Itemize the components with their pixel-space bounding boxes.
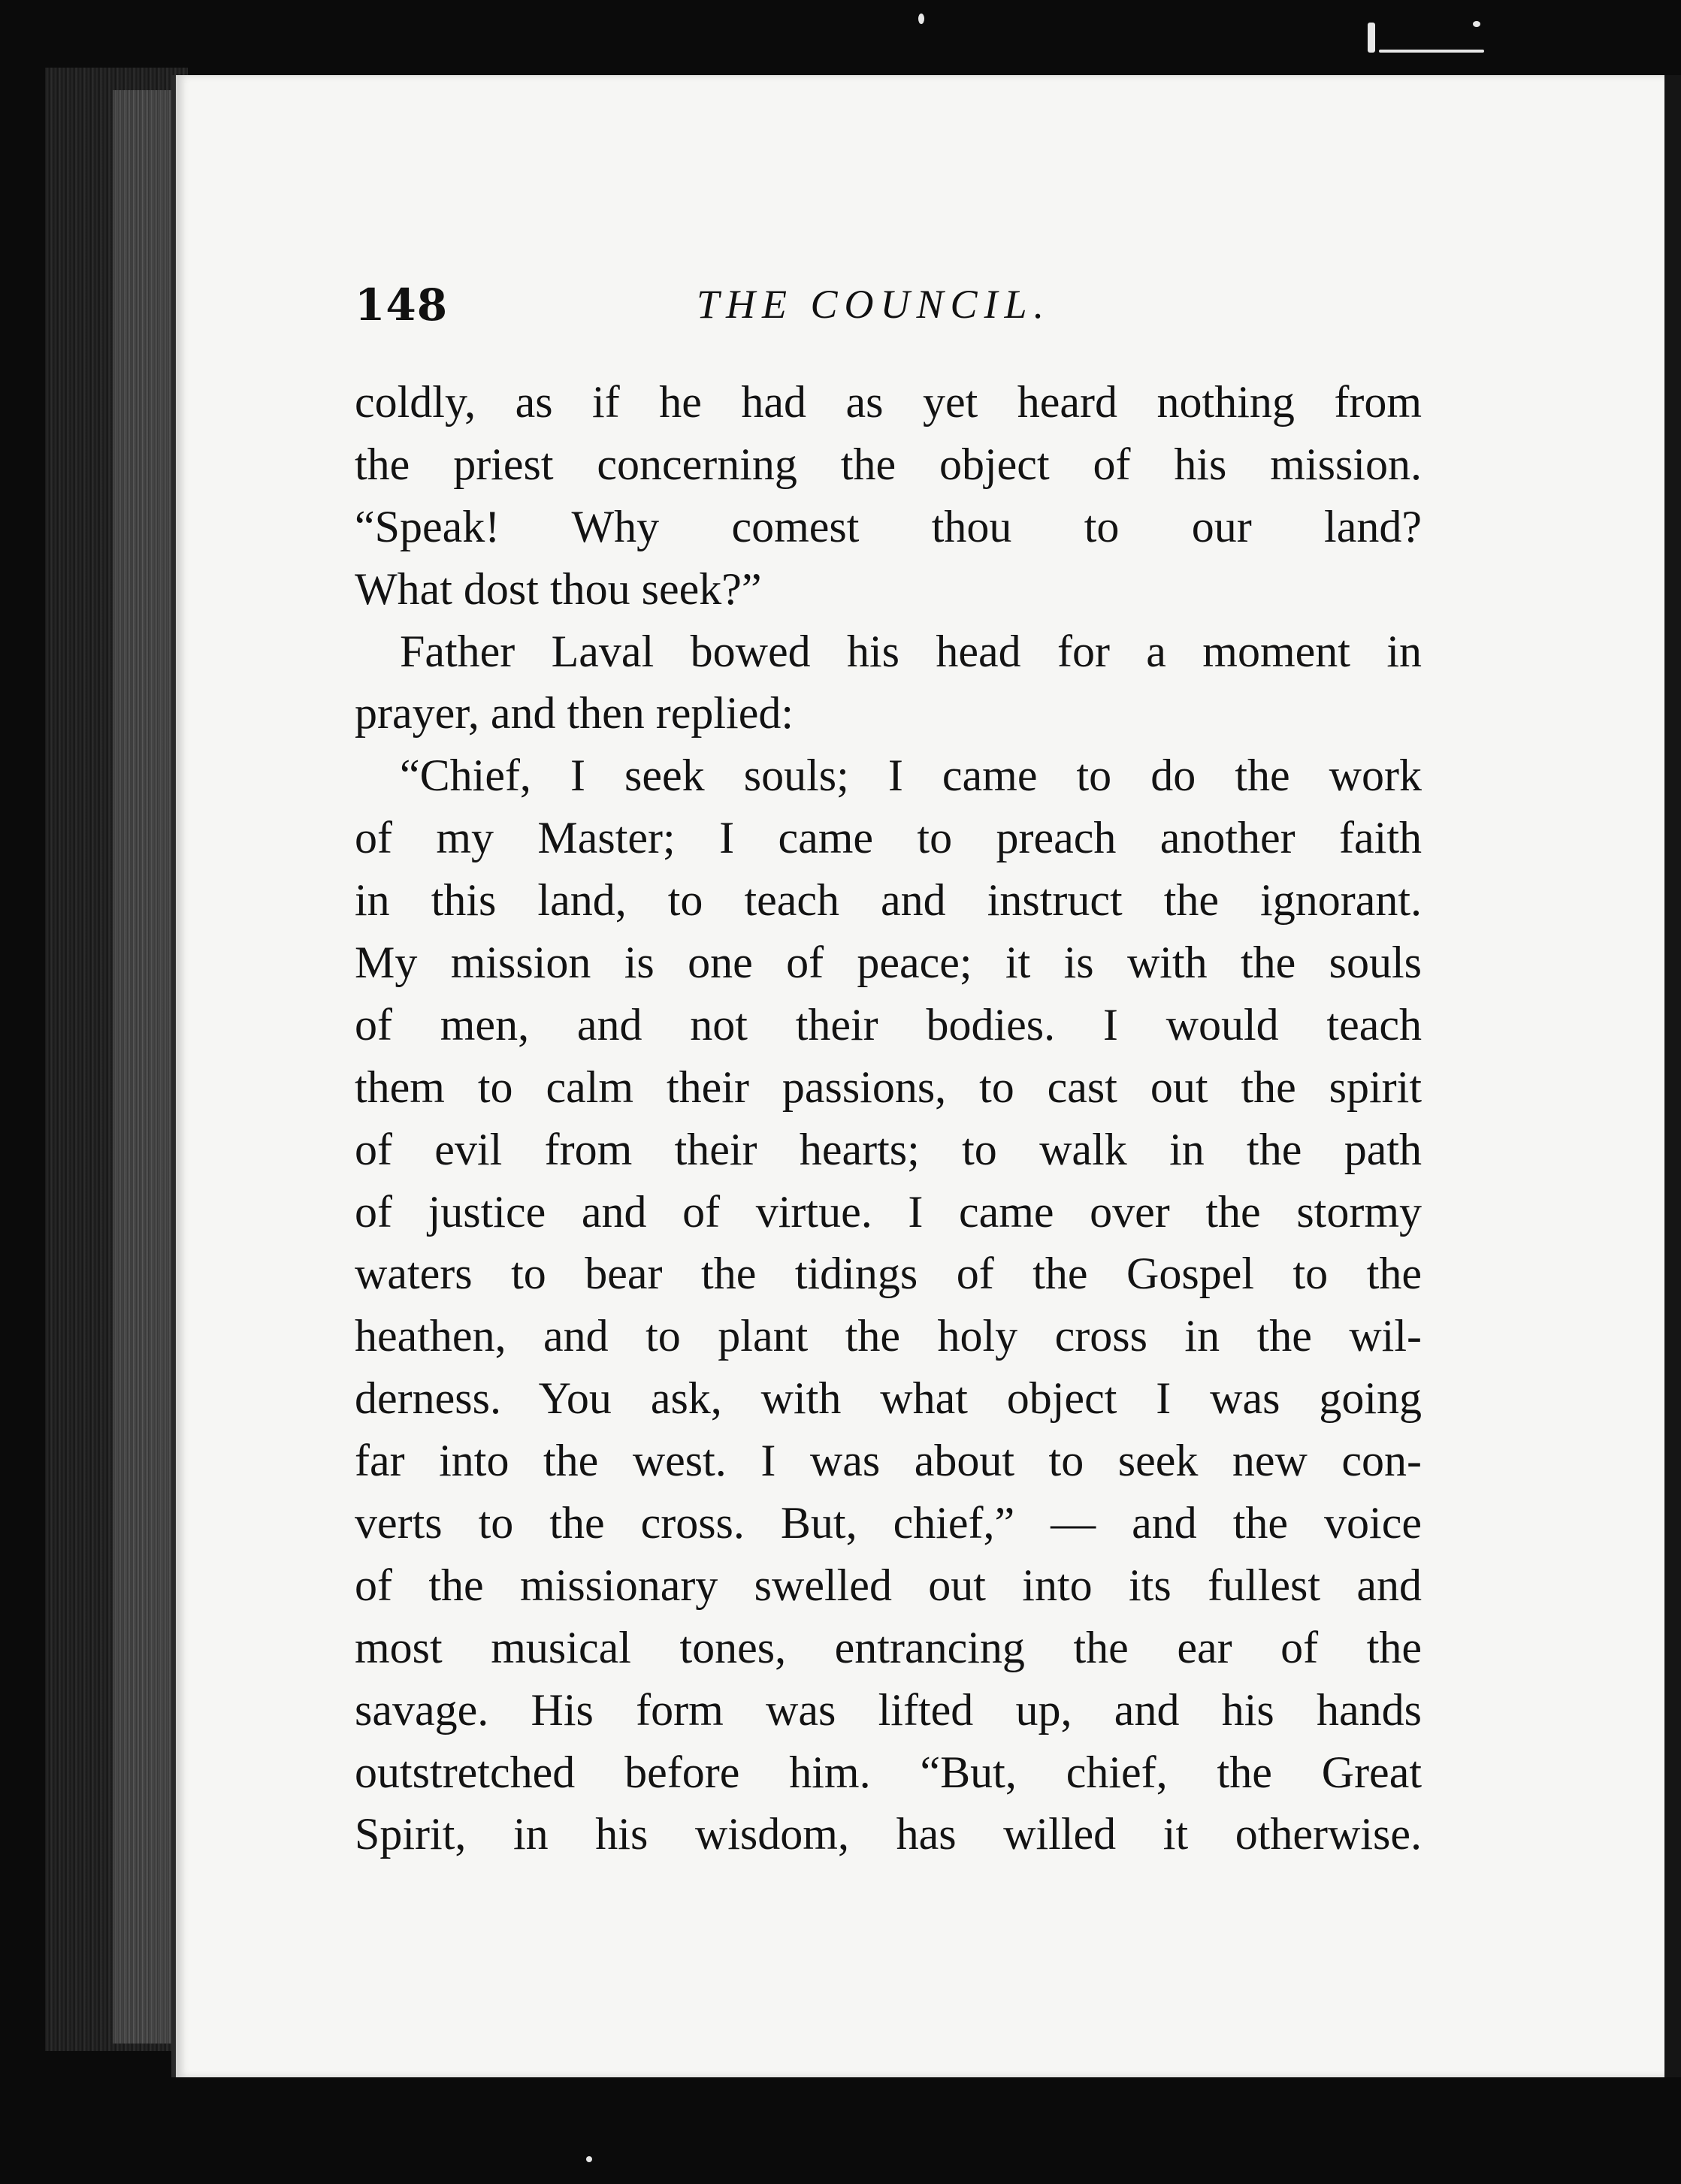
text-line: outstretched before him. “But, chief, the Great [355,1747,1422,1797]
text-line: verts to the cross. But, chief,” — and the voice [355,1498,1422,1548]
running-head: THE COUNCIL. [697,282,1051,327]
text-line: of my Master; I came to preach another faith [355,813,1422,863]
text-line: My mission is one of peace; it is with the souls [355,938,1422,988]
text-line: far into the west. I was about to seek new con- [355,1436,1422,1486]
text-line: prayer, and then replied: [355,688,794,739]
text-line: savage. His form was lifted up, and his hands [355,1684,1422,1735]
scan-right-border [1664,75,1681,2077]
text-line: of the missionary swelled out into its fullest and [355,1560,1422,1610]
scan-speck [1368,23,1375,53]
page-header [355,279,1437,340]
text-line: heathen, and to plant the holy cross in the wil- [355,1311,1422,1361]
text-line: them to calm their passions, to cast out the spirit [355,1062,1422,1112]
text-line: of justice and of virtue. I came over the stormy [355,1186,1422,1237]
text-line: of evil from their hearts; to walk in the path [355,1124,1422,1174]
text-line: derness. You ask, with what object I was going [355,1373,1422,1424]
text-line: “Speak! Why comest thou to our land? [355,501,1422,551]
text-line: in this land, to teach and instruct the ignorant. [355,875,1422,926]
text-line: of men, and not their bodies. I would teach [355,999,1422,1050]
body-text [355,371,1422,1865]
page-number: 148 [355,279,449,331]
scan-speck [1379,50,1484,53]
text-line: waters to bear the tidings of the Gospel to the [355,1249,1422,1299]
text-line: “Chief, I seek souls; I came to do the work [400,751,1422,801]
text-line: the priest concerning the object of his mission. [355,439,1422,489]
scan-speck [586,2156,592,2162]
scan-speck [918,14,924,24]
text-line: Father Laval bowed his head for a moment in [400,626,1422,676]
text-line: What dost thou seek?” [355,563,762,614]
text-line: Spirit, in his wisdom, has willed it otherwise. [355,1809,1422,1859]
text-line: most musical tones, entrancing the ear of the [355,1622,1422,1672]
scan-speck [1473,21,1480,27]
text-line: coldly, as if he had as yet heard nothing from [355,377,1422,427]
